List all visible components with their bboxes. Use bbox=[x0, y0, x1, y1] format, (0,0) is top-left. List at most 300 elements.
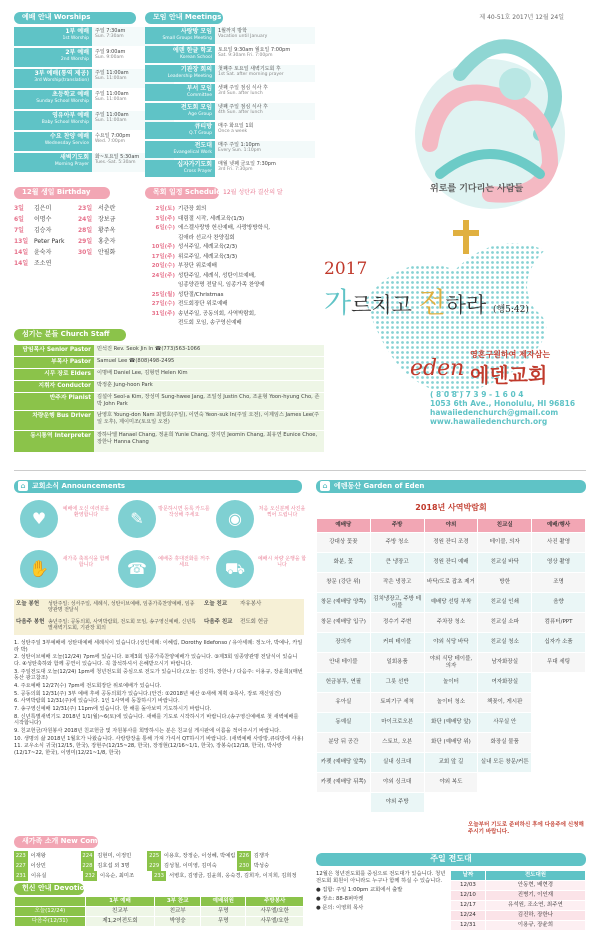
evangel-members: 유석원, 조소연, 최주연 bbox=[485, 900, 585, 910]
devotion-cell: 무명 bbox=[201, 916, 246, 926]
table-row bbox=[317, 713, 586, 733]
row-label-en: Age Group bbox=[188, 111, 212, 117]
schedule-row bbox=[145, 103, 315, 120]
newcomer-icon: ✎ bbox=[118, 500, 156, 538]
birthday-date: 24일 bbox=[78, 216, 93, 223]
evangel-line: ● 문의: 이영희 목사 bbox=[316, 904, 364, 911]
birthday-name: 장보금 bbox=[98, 216, 116, 223]
table-row bbox=[317, 593, 586, 613]
fair-cell: 마이크로오븐 bbox=[370, 713, 424, 733]
schedule-event: 부장단 위로예배 bbox=[178, 263, 217, 269]
birthday-date: 3일 bbox=[14, 205, 24, 212]
devotion-cell: 오늘(12/24) bbox=[15, 906, 86, 916]
evangel-date: 12/10 bbox=[451, 890, 486, 900]
birthday-name: 황주옥 bbox=[98, 227, 116, 234]
row-time bbox=[215, 65, 315, 82]
row-label-en: Evangelical Work bbox=[173, 149, 212, 155]
row-label-ko: 새벽기도회 bbox=[60, 154, 89, 161]
fair-cell: 토피기구 세척 bbox=[370, 693, 424, 713]
announcements-header bbox=[14, 480, 302, 493]
fair-cell: 창문 (예배당 입구) bbox=[317, 613, 371, 633]
motto-ga: 가 bbox=[324, 286, 352, 319]
row-label-ko: 십자가기도회 bbox=[177, 161, 212, 168]
banner-year: 2017 bbox=[324, 259, 368, 279]
row-label bbox=[14, 132, 92, 151]
schedule-date: 17일(주) bbox=[151, 253, 175, 260]
table-row bbox=[317, 733, 586, 753]
row-time-en: Sun. 11:00am bbox=[95, 97, 127, 103]
row-time-en: Once a week bbox=[218, 129, 248, 135]
schedule-date: 27일(수) bbox=[151, 301, 175, 307]
fair-head bbox=[317, 519, 586, 533]
icon-label: 예배시 차량 운행을 합니다 bbox=[257, 556, 307, 569]
fair-cell: 야외 싱크대 bbox=[370, 773, 424, 793]
fair-cell: 야외 복도 bbox=[424, 773, 478, 793]
fair-cell: 무대 세팅 bbox=[532, 653, 586, 673]
announce-icon: ⌂ bbox=[18, 481, 28, 491]
garden-header bbox=[316, 480, 586, 493]
evangel-col: 날짜 bbox=[451, 871, 486, 881]
row-label-en: 2nd Worship bbox=[60, 56, 89, 62]
offering-text: 성탄주일: 성서주일, 세례식, 성탄이브예배, 임종가족찬양예배, 임종양관명 전달식 bbox=[48, 601, 195, 614]
fair-cell: 책꽂이, 게시판 bbox=[478, 693, 532, 713]
fair-cell: 컴퓨터/PPT bbox=[532, 613, 586, 633]
evangel-members: 진병기, 이인재 bbox=[485, 890, 585, 900]
fair-cell: 조명 bbox=[532, 573, 586, 593]
fair-cell bbox=[532, 753, 586, 773]
newcomer-number: 229 bbox=[149, 863, 160, 869]
motto-rest1: 르치고 bbox=[351, 293, 419, 317]
row-time-ko: 주일 7:30am bbox=[95, 28, 126, 34]
fair-cell: 정수기 주변 bbox=[370, 613, 424, 633]
table-row bbox=[317, 533, 586, 553]
table-row bbox=[317, 633, 586, 653]
row-time-ko: 화~토요일 5:30am bbox=[95, 154, 140, 160]
ministry-fair-table bbox=[316, 518, 586, 813]
row-time-en: Tues.-Sat. 5:30am bbox=[95, 160, 136, 166]
table-row bbox=[451, 900, 586, 910]
evangel-head bbox=[451, 871, 586, 881]
staff-row bbox=[14, 381, 324, 392]
table-row bbox=[317, 773, 586, 793]
fair-cell bbox=[532, 733, 586, 753]
staff-role: 부목사 Pastor bbox=[14, 357, 94, 368]
schedule-row bbox=[145, 27, 315, 44]
birthday-date: 29일 bbox=[78, 238, 93, 245]
row-label-en: Wednesday Service bbox=[44, 140, 89, 146]
fair-col: 예배당 bbox=[317, 519, 371, 533]
newcomer-names: 이옥순, 최미조 bbox=[100, 873, 135, 879]
row-label-en: Sunday School Worship bbox=[36, 98, 89, 104]
schedule-event: 대림절 시작, 세례교육(1/3) bbox=[178, 215, 245, 222]
row-label-en: Committee bbox=[187, 92, 212, 98]
birthday-date: 30일 bbox=[78, 249, 93, 256]
fair-cell: 주방 청소 bbox=[370, 533, 424, 553]
row-label-en: 3rd Worship(translation) bbox=[34, 77, 89, 83]
row-label bbox=[14, 27, 92, 46]
row-time-en: Wed. 7:00pm bbox=[95, 139, 126, 145]
newcomer-names: 이용호, 장정순, 이성혜, 박예림 bbox=[163, 853, 236, 859]
row-label-en: Small Groups Meeting bbox=[162, 35, 212, 41]
row-time-ko: 넷째 주일 점심 식사 후 bbox=[218, 104, 268, 110]
fair-cell bbox=[478, 793, 532, 813]
worship-header: 예배 안내 Worships bbox=[14, 12, 136, 24]
row-time bbox=[215, 122, 315, 139]
staff-names: 이명배 Daniel Lee, 김형연 Helen Kim bbox=[94, 369, 324, 380]
schedule-date: 20일(수) bbox=[151, 263, 175, 269]
devotion-head bbox=[15, 897, 304, 907]
fair-cell: 친교실 바닥 bbox=[478, 553, 532, 573]
row-label-ko: 전도회 모임 bbox=[180, 104, 212, 111]
devotion-cell: 친교부 bbox=[85, 906, 154, 916]
handshake-icon: ✋ bbox=[20, 550, 58, 588]
fellowship-label: 오늘 친교 bbox=[204, 601, 228, 607]
birthday-row bbox=[14, 258, 140, 269]
announcement-item: 9. 친교헌금/자원봉사 2018년 친교헌금 및 자원봉사를 희망하시는 분은 친교실 게시판에 이름을 적어주시기 바랍니다. bbox=[14, 727, 281, 734]
schedule-event: 위로주일, 세례교육(3/3) bbox=[178, 253, 238, 260]
schedule-item bbox=[150, 300, 325, 310]
table-row bbox=[317, 553, 586, 573]
icon-label: 예배에 오신 여러분을 환영합니다 bbox=[62, 506, 110, 519]
fair-cell: 야외 식당 바닥 bbox=[424, 633, 478, 653]
announcement-item: 2. 성탄이브예배 오늘(12/24) 7pm에 있습니다. ②제3회 임종가족찬양예배가 있습니다. ③제3회 임종양관명 전달식이 있습니다. ④성탄축하와 함께 공연이 있습니다. 꼭 참석하셔서 은혜받으시기 바랍니다. bbox=[14, 654, 298, 667]
icon-label: 예배중 휴대전화를 꺼주세요 bbox=[158, 556, 210, 569]
schedule-date: 3일(주) bbox=[155, 215, 175, 222]
staff-row bbox=[14, 357, 324, 368]
garden-icon: ⌂ bbox=[320, 481, 330, 491]
garden-title: 에덴동산 Garden of Eden bbox=[334, 482, 425, 490]
row-time-en: Every Sun. 1:10pm bbox=[218, 148, 261, 154]
newcomer-names: 김성철, 이미영, 김미숙 bbox=[163, 863, 217, 869]
phone-icon: ☎ bbox=[118, 550, 156, 588]
row-label-ko: 전도대 bbox=[194, 142, 212, 149]
fair-col: 예배/행사 bbox=[532, 519, 586, 533]
table-row bbox=[451, 910, 586, 920]
schedule-event: 김애라 선교사 찬양집회 bbox=[178, 234, 235, 241]
schedule-item bbox=[150, 319, 325, 329]
row-time-ko: 매월 넷째 금요일 7:30pm bbox=[218, 161, 276, 167]
fair-cell: 화단 (예배당 위) bbox=[424, 733, 478, 753]
row-label-ko: 영유아부 예배 bbox=[52, 112, 89, 119]
newcomers-header: 새가족 소개 New Comers bbox=[14, 836, 98, 848]
staff-names: Samuel Lee ☎(808)498-2495 bbox=[94, 357, 324, 368]
newcomer-number: 228 bbox=[82, 863, 93, 869]
fair-cell: 동예실 bbox=[317, 713, 371, 733]
church-address: 1053 6th Ave., Honolulu, HI 96816 bbox=[430, 399, 576, 408]
fair-cell: 헌금봉투, 연필 bbox=[317, 673, 371, 693]
schedule-item bbox=[150, 281, 325, 291]
fair-cell: 사진 촬영 bbox=[532, 533, 586, 553]
evangel-date: 12/17 bbox=[451, 900, 486, 910]
schedule-event: 임종양관명 전달식, 임종가족 찬양예 bbox=[178, 282, 265, 288]
church-phone: ( 8 0 8 ) 7 3 9 - 1 6 0 4 bbox=[430, 390, 524, 399]
row-label bbox=[14, 48, 92, 67]
announcement-item: 4. 주요예배 12/27(수) 7pm에 전도회장단 위로예배가 있습니다. bbox=[14, 682, 162, 689]
announcement-item: 11. 교우소식 귀국(12/15, 한국), 장현주(12/15~28, 한국), 장정현(12/16~1/1, 한국), 장봉숙(12/18, 한국), 박사랑(12/17~22, 한국), 이영미(12/21~1/8, 한국) bbox=[14, 743, 282, 756]
offering-label: 오늘 봉헌 bbox=[16, 601, 40, 607]
row-label bbox=[145, 65, 215, 82]
row-label-ko: 큐티방 bbox=[194, 123, 212, 130]
row-time-ko: 첫째주 토요일 새벽기도회 후 bbox=[218, 66, 281, 72]
evangel-table bbox=[450, 870, 586, 931]
table-row bbox=[15, 906, 304, 916]
fair-cell bbox=[424, 793, 478, 813]
fellowship-text: 전도회 헌금 bbox=[240, 619, 269, 625]
birthday-date: 13일 bbox=[14, 238, 29, 245]
evangel-col: 전도대원 bbox=[485, 871, 585, 881]
evangel-date: 12/24 bbox=[451, 910, 486, 920]
evangel-members: 안동현, 배현경 bbox=[485, 880, 585, 890]
heart-icon: ♥ bbox=[20, 500, 58, 538]
birthday-name: 안필화 bbox=[98, 249, 116, 256]
table-row bbox=[451, 920, 586, 930]
birthday-name: 김승자 bbox=[34, 227, 52, 234]
fair-col: 주방 bbox=[370, 519, 424, 533]
devotion-col: 예배위원 bbox=[201, 897, 246, 907]
meetings-header: 모임 안내 Meetings bbox=[145, 12, 223, 24]
church-email[interactable]: hawaiiedenchurch@gmail.com bbox=[430, 408, 559, 417]
fair-cell: 예배당 선팅 부착 bbox=[424, 593, 478, 613]
staff-role: 동시통역 Interpreter bbox=[14, 431, 94, 452]
fair-cell: 창문 (강단 위) bbox=[317, 573, 371, 593]
row-label-en: Q.T Group bbox=[189, 130, 212, 136]
table-row bbox=[317, 673, 586, 693]
birthday-name: 조소연 bbox=[34, 260, 52, 267]
newcomer-names: 이유실 bbox=[31, 873, 47, 879]
staff-names: 민석진 Rev. Seok Jin In ☎(773)563-1066 bbox=[94, 345, 324, 356]
schedule-event: 성탄절/Christmas bbox=[178, 291, 224, 298]
staff-names: 박정훈 Jung-hoon Park bbox=[94, 381, 324, 392]
row-label-ko: 부서 모임 bbox=[186, 85, 212, 92]
row-label bbox=[14, 153, 92, 172]
fair-cell bbox=[532, 793, 586, 813]
icon-label: 처음 오신분께 사진을 찍어 드립니다 bbox=[258, 506, 306, 519]
schedule-event: 성탄주일, 세례식, 성탄이브예배, bbox=[178, 272, 256, 279]
newcomer-number: 231 bbox=[15, 873, 27, 879]
row-time-ko: 주일 11:00am bbox=[95, 70, 129, 76]
newcomer-number: 233 bbox=[153, 873, 165, 879]
row-label-en: Korean School bbox=[180, 54, 212, 60]
fair-cell: 놀이터 bbox=[424, 673, 478, 693]
newcomer-names: 박성숭 bbox=[253, 863, 270, 869]
schedule-item bbox=[150, 215, 325, 225]
evangel-date: 12/31 bbox=[451, 920, 486, 930]
birthday-name: 김은미 bbox=[34, 205, 52, 212]
table-row bbox=[317, 693, 586, 713]
evangel-members: 이용규, 장윤희 bbox=[485, 920, 585, 930]
fair-cell: 정원 잔디 조경 bbox=[424, 533, 478, 553]
row-time bbox=[215, 84, 315, 101]
fair-cell bbox=[532, 713, 586, 733]
staff-row bbox=[14, 345, 324, 356]
fair-cell: 주차장 청소 bbox=[424, 613, 478, 633]
announcement-item: 8. 신년특별새벽기도 2018년 1/1(월)~6(토)에 있습니다. 새해를 기도로 시작하시기 바랍니다.(송구영신예배로 첫 새벽예배를 시작합니다) bbox=[14, 713, 299, 727]
row-time-ko: 주일 11:00am bbox=[95, 91, 129, 97]
fair-cell bbox=[532, 773, 586, 793]
row-label-ko: 사랑방 모임 bbox=[180, 28, 212, 35]
icon-label: 방문하시면 등록 카드를 작성해 주세요 bbox=[158, 506, 210, 519]
row-time-ko: 셋째 주일 점심 식사 후 bbox=[218, 85, 268, 91]
fair-cell: 유아실 bbox=[317, 693, 371, 713]
table-row bbox=[317, 753, 586, 773]
schedule-item bbox=[150, 310, 325, 320]
fair-cell: 바닥/도로 잡초 제거 bbox=[424, 573, 478, 593]
row-time-en: Vacation until January bbox=[218, 34, 268, 40]
newcomer-names: 김쟁자 bbox=[253, 853, 270, 859]
devotion-col bbox=[15, 897, 86, 907]
row-label-en: Leadership Meeting bbox=[167, 73, 212, 79]
fair-cell: 사무실 안 bbox=[478, 713, 532, 733]
schedule-date: 31일(주) bbox=[151, 310, 175, 317]
birthday-row bbox=[14, 203, 140, 214]
issue-line: 제 40-51호 2017년 12월 24일 bbox=[479, 14, 564, 21]
announcement-list bbox=[14, 640, 304, 758]
birthday-date: 7일 bbox=[14, 227, 24, 234]
fair-col: 친교실 bbox=[478, 519, 532, 533]
fair-cell: 친교실 소파 bbox=[478, 613, 532, 633]
schedule-row bbox=[145, 84, 315, 101]
fair-cell: 카펫 (예배당 앞쪽) bbox=[317, 753, 371, 773]
table-row bbox=[15, 916, 304, 926]
birthday-name: 윤숙자 bbox=[34, 249, 52, 256]
row-label bbox=[145, 103, 215, 120]
row-time-en: 4th Sun. after lunch bbox=[218, 110, 263, 116]
schedule-item bbox=[150, 272, 325, 282]
schedule-item bbox=[150, 205, 325, 215]
newcomer-number: 223 bbox=[15, 853, 26, 859]
birthday-header: 12월 생일 Birthday bbox=[14, 187, 110, 199]
staff-role: 지휘자 Conductor bbox=[14, 381, 94, 392]
staff-role: 차량운행 Bus Driver bbox=[14, 411, 94, 430]
church-logo-en: eden bbox=[410, 356, 465, 381]
staff-header: 섬기는 분들 Church Staff bbox=[14, 329, 126, 341]
fair-cell: 음향 bbox=[532, 593, 586, 613]
row-time-ko: 매주 주일 1:10pm bbox=[218, 142, 260, 148]
announcement-item: 10. 생명의 삶 2018년 1월호가 나왔습니다. 사랑방장을 통해 가져 가셔서 QT하시기 바랍니다. (새벽예배 사랑방,큐티방에 사용) bbox=[14, 735, 304, 742]
fair-cell bbox=[532, 693, 586, 713]
announcement-item: 7. 송구영신예배 12/31(주) 11pm에 있습니다. 한 해를 돌아보며 기도하시기 바랍니다. bbox=[14, 705, 212, 712]
birthday-date: 23일 bbox=[78, 205, 93, 212]
fair-cell: 친교실 청소 bbox=[478, 633, 532, 653]
newcomer-row bbox=[14, 871, 304, 881]
schedule-row bbox=[145, 46, 315, 63]
offering-box bbox=[14, 599, 304, 635]
birthday-name: Peter Park bbox=[34, 238, 65, 245]
schedule-event: 전도회 모임, 송구영신예배 bbox=[178, 320, 242, 326]
evangel-date: 12/03 bbox=[451, 880, 486, 890]
page-divider bbox=[14, 470, 586, 471]
newcomer-number: 227 bbox=[15, 863, 26, 869]
row-label-ko: 기관장 회의 bbox=[180, 66, 212, 73]
newcomer-names: 이재왕 bbox=[30, 853, 46, 859]
meetings-table bbox=[145, 27, 315, 177]
fair-cell: 방한 bbox=[478, 573, 532, 593]
schedule-date bbox=[150, 234, 178, 244]
devotion-cell: 박영숭 bbox=[155, 916, 201, 926]
devotion-cell: 제1,2여전도회 bbox=[85, 916, 154, 926]
newcomer-number: 226 bbox=[238, 853, 250, 859]
birthday-row bbox=[14, 225, 140, 236]
row-time-en: Sun. 9:00am bbox=[95, 55, 124, 61]
staff-row bbox=[14, 369, 324, 380]
fair-cell: 영상 촬영 bbox=[532, 553, 586, 573]
staff-row bbox=[14, 431, 324, 452]
row-label-ko: 3부 예배(통역 제공) bbox=[34, 70, 89, 77]
schedule-date: 2일(토) bbox=[155, 206, 175, 212]
schedule-item bbox=[150, 224, 325, 234]
table-row bbox=[451, 880, 586, 890]
staff-names: 남영호 Young-don Nam 최영호(주일), 이연숙 Yeon-suk In(주일 오전), 이제임스 James Lee(주일 오후), 제이미조(토요일 오전) bbox=[94, 411, 324, 430]
motto-rest2: 하라 bbox=[445, 293, 487, 317]
fair-cell: 남자화장실 bbox=[478, 653, 532, 673]
newcomer-names: 김현미, 이정민 bbox=[97, 853, 132, 859]
row-label-ko: 수요 찬양 예배 bbox=[50, 133, 89, 140]
devotion-col: 주방봉사 bbox=[246, 897, 304, 907]
icon-label: 새가족 축복식을 함께 합니다 bbox=[62, 556, 110, 569]
evangel-header: 주일 전도대 bbox=[316, 853, 586, 866]
fair-cell: 작은 냉장고 bbox=[370, 573, 424, 593]
newcomer-number: 225 bbox=[149, 853, 160, 859]
devotion-cell: 사무엘/요한 bbox=[246, 906, 304, 916]
fair-cell: 분당 뒤 공간 bbox=[317, 733, 371, 753]
schedule-date bbox=[150, 281, 178, 291]
row-time-ko: 수요일 7:00pm bbox=[95, 133, 131, 139]
schedule-event: 기관장 회의 bbox=[178, 206, 207, 212]
fair-cell: 테이블, 의자 bbox=[478, 533, 532, 553]
fair-cell: 커피 테이블 bbox=[370, 633, 424, 653]
row-time bbox=[215, 103, 315, 120]
newcomer-names: 이상민 bbox=[30, 863, 46, 869]
devotion-cell: 사무엘/요한 bbox=[246, 916, 304, 926]
fair-title: 2018년 사역박람회 bbox=[415, 503, 487, 512]
fair-cell bbox=[532, 673, 586, 693]
schedule-row bbox=[145, 141, 315, 158]
fair-cell: 창문 (예배당 양쪽) bbox=[317, 593, 371, 613]
staff-role: 반주자 Pianist bbox=[14, 393, 94, 410]
row-label-en: Baby School Worship bbox=[41, 119, 89, 125]
table-row bbox=[317, 793, 586, 813]
staff-role: 시무 장로 Elders bbox=[14, 369, 94, 380]
row-time-en: 3rd Fri. 7:30pm bbox=[218, 167, 253, 173]
schedule-event: 송년주일, 공동의회, 사역박람회, bbox=[178, 310, 256, 317]
birthday-row bbox=[14, 214, 140, 225]
row-time-ko: 1월까지 방학 bbox=[218, 28, 247, 34]
row-time-en: Sun. 11:00am bbox=[95, 118, 127, 124]
newcomer-names: 김호섭 외 3명 bbox=[97, 863, 130, 869]
row-time-ko: 주일 11:00am bbox=[95, 112, 129, 118]
row-label bbox=[145, 141, 215, 158]
church-slogan: 영혼구원하여 제자삼는 bbox=[470, 350, 551, 359]
row-time-en: Sun. 7:30am bbox=[95, 34, 124, 40]
birthday-list bbox=[14, 203, 140, 269]
birthday-date: 14일 bbox=[14, 260, 29, 267]
announcements-title: 교회소식 Announcements bbox=[32, 482, 126, 490]
schedule-list bbox=[150, 205, 325, 329]
offering-text: 송년주일: 공동의회, 사역박람회, 전도회 모임, 송구영신예배, 신년특별새벽기도회, 기관장 회의 bbox=[48, 619, 196, 632]
table-row bbox=[317, 613, 586, 633]
newcomer-row bbox=[14, 851, 304, 861]
row-label-ko: 2부 예배 bbox=[65, 49, 89, 56]
fair-cell: 실내 싱크대 bbox=[370, 753, 424, 773]
schedule-event: 전도회장단 위로예배 bbox=[178, 301, 228, 307]
church-web[interactable]: www.hawaiiedenchurch.org bbox=[430, 417, 548, 426]
fair-cell: 화단 (예배당 앞) bbox=[424, 713, 478, 733]
fair-cell: 화장실 물품 bbox=[478, 733, 532, 753]
row-time-en: 1st Sat. after morning prayer bbox=[218, 72, 284, 78]
row-label bbox=[145, 46, 215, 63]
birthday-row bbox=[14, 236, 140, 247]
row-time bbox=[215, 46, 315, 63]
